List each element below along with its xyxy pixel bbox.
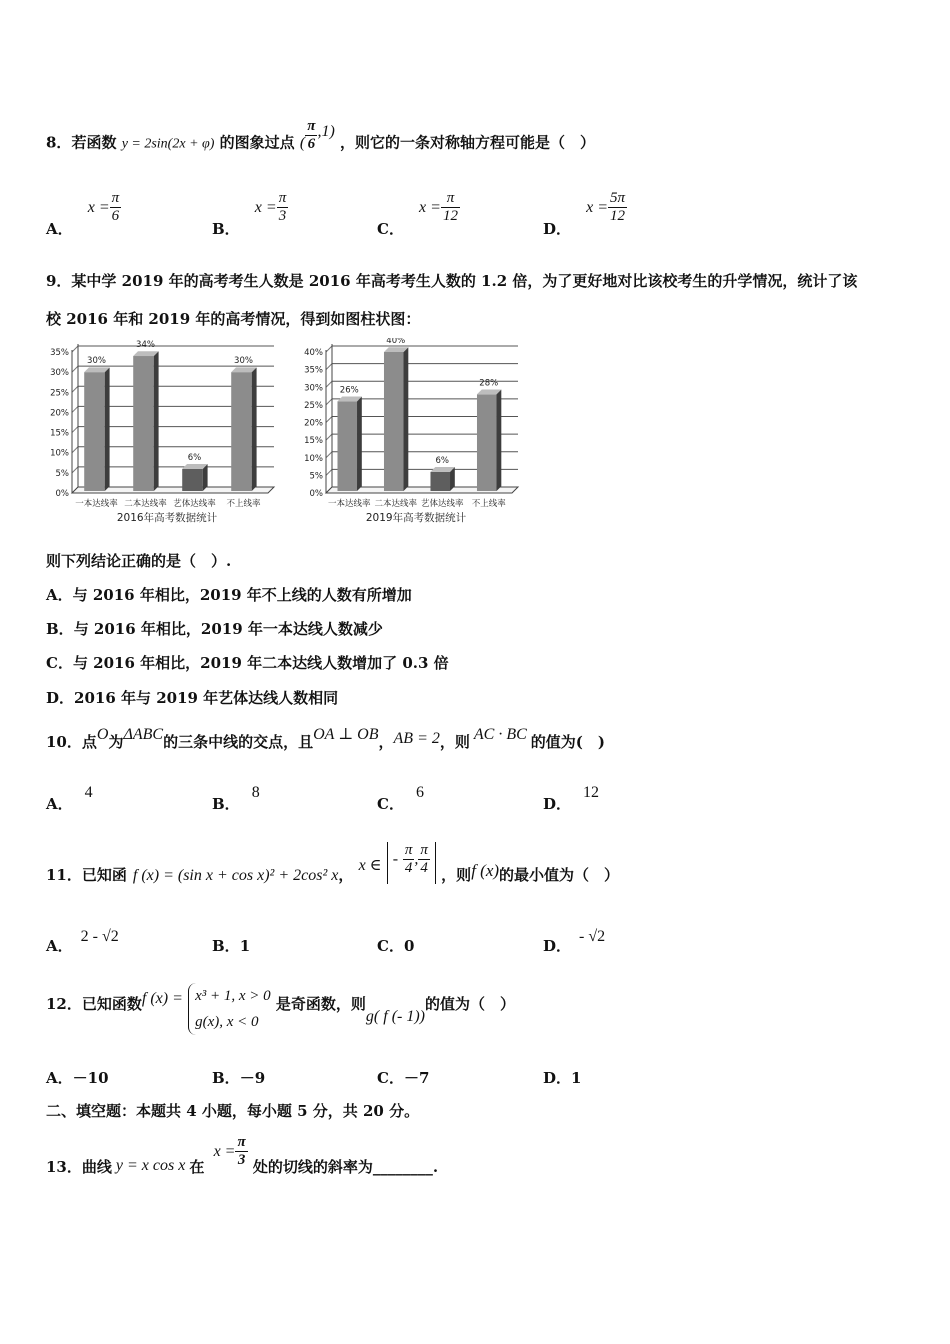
q8-number: 8． xyxy=(46,133,72,152)
q12-option-c[interactable]: C．－7 xyxy=(377,1069,430,1087)
data-label: 30% xyxy=(87,356,106,367)
q11-option-a[interactable]: A．2 - √2 xyxy=(46,928,119,955)
q12-option-d[interactable]: D．1 xyxy=(543,1069,582,1087)
y-tick-label: 10% xyxy=(50,448,69,459)
data-label: 30% xyxy=(234,356,253,367)
data-label: 40% xyxy=(386,338,406,346)
y-tick-label: 25% xyxy=(50,388,69,399)
question-11 xyxy=(46,842,619,884)
q11-comma: ， xyxy=(338,866,354,884)
question-12 xyxy=(46,983,515,1035)
q10-triangle: ΔABC xyxy=(123,726,164,743)
category-label: 不上线率 xyxy=(226,499,261,509)
q10-dot-product: AC · BC xyxy=(473,726,527,743)
category-label: 二本达线率 xyxy=(374,499,418,509)
bar-side xyxy=(497,390,502,492)
y-tick-label: 10% xyxy=(304,453,323,464)
gridline-depth xyxy=(326,434,332,440)
question-8 xyxy=(46,118,596,161)
category-label: 一本达线率 xyxy=(75,499,118,509)
q12-piecewise xyxy=(188,983,271,1035)
q8-option-b-fraction: $\frac{\pi}{3}$ xyxy=(278,190,287,224)
q12-number: 12．已知函数 xyxy=(46,995,142,1013)
gridline-depth xyxy=(72,447,78,453)
q9-option-b[interactable]: B．与 2016 年相比，2019 年一本达线人数减少 xyxy=(46,620,383,638)
chart-2019 xyxy=(296,338,526,537)
q9-line-1: 9．某中学 2019 年的高考考生人数是 2016 年高考考生人数的 1.2 倍，为了更好地对比该校考生的升学情况，统计了该 xyxy=(46,272,858,290)
question-10 xyxy=(46,726,605,752)
q13-function: y = x cos x xyxy=(115,1156,186,1174)
q9-option-d[interactable]: D．2016 年与 2019 年艺体达线人数相同 xyxy=(46,689,339,707)
y-tick-label: 25% xyxy=(304,400,323,411)
gridline-depth xyxy=(72,467,78,473)
bar xyxy=(182,469,203,491)
gridline-depth xyxy=(326,417,332,423)
bar-side xyxy=(357,397,362,491)
gridline-depth xyxy=(326,381,332,387)
q12-expression: g( f (- 1)) xyxy=(365,1008,426,1025)
q8-option-c-fraction: $\frac{\pi}{12}$ xyxy=(442,190,458,224)
bar-side xyxy=(154,351,159,491)
y-tick-label: 35% xyxy=(50,348,69,358)
gridline-depth xyxy=(72,406,78,412)
bar xyxy=(337,401,357,491)
q8-middle: 的图象过点 xyxy=(219,133,295,152)
category-label: 二本达线率 xyxy=(124,499,167,509)
q11-domain-prefix: x ∈ xyxy=(358,857,382,874)
chart-2016 xyxy=(42,338,282,537)
q10-option-b[interactable]: B．8 xyxy=(212,784,260,813)
q8-option-d[interactable]: D． x = $\frac{5\pi}{12}$ xyxy=(543,190,626,238)
q12-option-a[interactable]: A．－10 xyxy=(46,1069,109,1087)
y-tick-label: 30% xyxy=(50,368,69,379)
q11-interval: - $\frac{\pi}{4}$ , $\frac{\pi}{4}$ xyxy=(387,842,436,884)
y-tick-label: 20% xyxy=(304,418,323,429)
y-tick-label: 15% xyxy=(50,428,69,439)
q12-text-1: 是奇函数，则 xyxy=(275,995,366,1013)
q9-option-c[interactable]: C．与 2016 年相比，2019 年二本达线人数增加了 0.3 倍 xyxy=(46,654,449,672)
data-label: 28% xyxy=(479,378,499,389)
q8-function: y = 2sin(2x + φ) xyxy=(121,136,215,152)
bar-side xyxy=(105,367,110,491)
q10-ab: AB = 2 xyxy=(393,730,440,747)
y-tick-label: 20% xyxy=(50,408,69,419)
q11-text-1: ，则 xyxy=(441,866,472,884)
q8-suffix: ，则它的一条对称轴方程可能是（ ） xyxy=(340,133,596,152)
q10-option-d[interactable]: D．12 xyxy=(543,784,600,813)
q8-point-open: ( xyxy=(299,134,306,152)
q11-interval-right: $\frac{\pi}{4}$ xyxy=(420,842,428,876)
q10-text-2: 的三条中线的交点，且 xyxy=(163,733,314,751)
bar xyxy=(477,394,497,491)
gridline-depth xyxy=(72,386,78,392)
q10-text-3: ，则 xyxy=(439,733,470,751)
y-tick-label: 0% xyxy=(309,489,323,499)
q9-line-2: 校 2016 年和 2019 年的高考情况，得到如图柱状图： xyxy=(46,310,421,328)
y-tick-label: 15% xyxy=(304,436,323,447)
q11-option-d[interactable]: D．- √2 xyxy=(543,928,606,955)
category-label: 艺体达线率 xyxy=(173,499,216,509)
q10-text-4: 的值为( ) xyxy=(530,733,605,751)
bar xyxy=(84,372,105,491)
chart-2016-svg xyxy=(42,338,282,533)
question-13 xyxy=(46,1130,439,1176)
q12-case-1: x³ + 1, x > 0 xyxy=(195,988,271,1004)
q8-point-rest: ,1) xyxy=(317,122,335,140)
q10-number: 10．点 xyxy=(46,733,97,751)
gridline-depth xyxy=(326,364,332,370)
data-label: 26% xyxy=(339,385,359,396)
q11-option-c[interactable]: C．0 xyxy=(377,937,415,955)
gridline-depth xyxy=(326,399,332,405)
q10-text-1: 为 xyxy=(108,733,124,751)
bar xyxy=(133,356,154,491)
data-label: 34% xyxy=(136,340,155,351)
q11-function: f (x) = (sin x + cos x)² + 2cos² x xyxy=(132,867,339,884)
y-tick-label: 30% xyxy=(304,383,323,394)
chart-title: 2016年高考数据统计 xyxy=(116,512,218,524)
q10-option-a[interactable]: A．4 xyxy=(46,784,93,813)
q13-answer-blank[interactable]: 处的切线的斜率为________. xyxy=(252,1157,439,1176)
q12-option-b[interactable]: B．－9 xyxy=(212,1069,266,1087)
category-label: 不上线率 xyxy=(471,499,506,509)
q8-option-c[interactable]: C． x = $\frac{\pi}{12}$ xyxy=(377,190,458,238)
q10-option-c[interactable]: C．6 xyxy=(377,784,424,813)
q11-number: 11．已知函 xyxy=(46,866,127,884)
gridline-depth xyxy=(72,427,78,433)
q11-option-b[interactable]: B．1 xyxy=(212,937,251,955)
bar xyxy=(430,472,450,491)
chart-title: 2019年高考数据统计 xyxy=(365,512,467,524)
q10-point-o: O xyxy=(96,726,109,743)
data-label: 6% xyxy=(187,452,202,463)
gridline-depth xyxy=(326,469,332,475)
q11-fx: f (x) xyxy=(471,861,500,880)
q8-point-fraction: $\frac{\pi}{6}$ xyxy=(307,118,316,152)
category-label: 艺体达线率 xyxy=(420,499,464,509)
q9-prompt: 则下列结论正确的是（ ）. xyxy=(46,552,232,570)
q8-option-a[interactable]: A． x = $\frac{\pi}{6}$ xyxy=(46,190,120,238)
q11-interval-left: $\frac{\pi}{4}$ xyxy=(404,842,413,876)
q8-option-b[interactable]: B． x = $\frac{\pi}{3}$ xyxy=(212,190,287,238)
y-tick-label: 35% xyxy=(304,365,323,376)
gridline-depth xyxy=(72,346,78,352)
bar xyxy=(384,352,404,491)
bar-side xyxy=(252,367,257,491)
q12-case-2: g(x), x < 0 xyxy=(195,1014,259,1030)
q13-number: 13．曲线 xyxy=(46,1157,112,1176)
category-label: 一本达线率 xyxy=(327,499,371,509)
q8-prefix: 若函数 xyxy=(71,133,117,152)
gridline-depth xyxy=(326,346,332,352)
q10-perp: OA ⊥ OB xyxy=(313,726,379,743)
gridline-depth xyxy=(72,366,78,372)
section-2-heading: 二、填空题：本题共 4 小题，每小题 5 分，共 20 分。 xyxy=(46,1102,420,1120)
bar xyxy=(231,372,252,491)
bar-side xyxy=(404,347,409,491)
data-label: 6% xyxy=(435,455,449,466)
q11-text-2: 的最小值为（ ） xyxy=(499,866,620,884)
q8-option-a-fraction: $\frac{\pi}{6}$ xyxy=(111,190,120,224)
q9-option-a[interactable]: A．与 2016 年相比，2019 年不上线的人数有所增加 xyxy=(46,586,412,604)
y-tick-label: 0% xyxy=(55,489,69,499)
q13-text-1: 在 xyxy=(189,1157,205,1176)
q12-text-2: 的值为（ ） xyxy=(425,995,516,1013)
q13-fraction: $\frac{\pi}{3}$ xyxy=(237,1134,246,1168)
q12-lhs: f (x) = xyxy=(141,990,183,1007)
q10-comma: ， xyxy=(378,733,394,751)
y-tick-label: 5% xyxy=(309,471,323,482)
y-tick-label: 40% xyxy=(304,348,323,358)
chart-2019-svg xyxy=(296,338,526,533)
y-tick-label: 5% xyxy=(55,468,69,479)
q8-option-d-fraction: $\frac{5\pi}{12}$ xyxy=(610,190,626,224)
q13-lhs: x = xyxy=(213,1142,236,1160)
gridline-depth xyxy=(326,452,332,458)
